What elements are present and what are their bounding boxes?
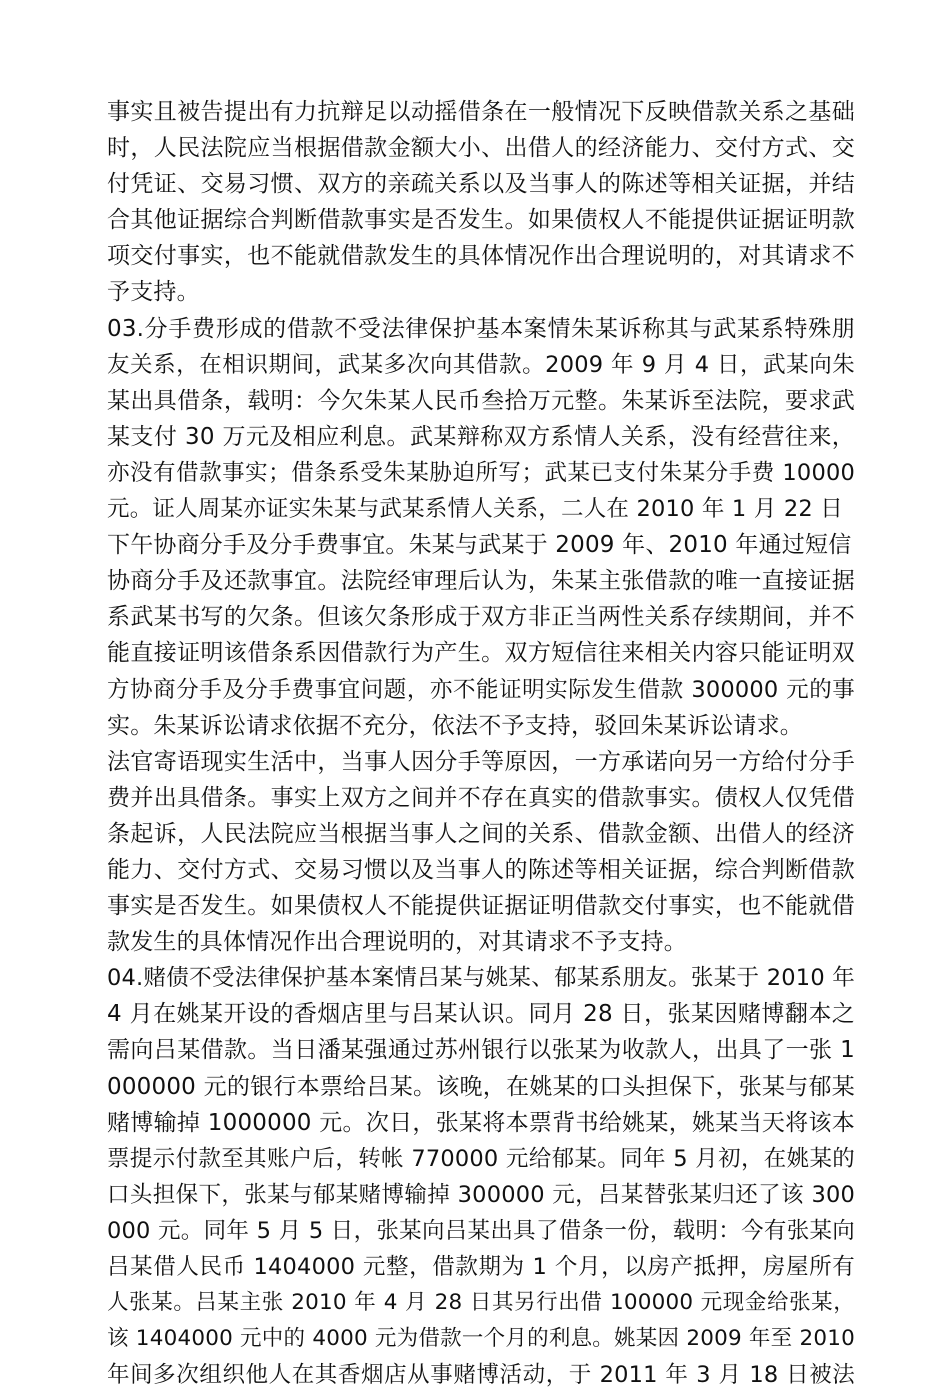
text-line: 某出具借条，载明：今欠朱某人民币叁拾万元整。朱某诉至法院，要求武 [107, 387, 855, 414]
text-line: 04.赌债不受法律保护基本案情吕某与姚某、郁某系朋友。张某于 2010 年 [107, 965, 855, 992]
text-line: 事实且被告提出有力抗辩足以动摇借条在一般情况下反映借款关系之基础 [107, 99, 855, 125]
text-line: 000000 元的银行本票给吕某。该晚，在姚某的口头担保下，张某与郁某 [107, 1073, 855, 1100]
text-line: 系武某书写的欠条。但该欠条形成于双方非正当两性关系存续期间，并不 [107, 604, 855, 631]
text-line: 人张某。吕某主张 2010 年 4 月 28 日其另行出借 100000 元现金给张某， [107, 1290, 855, 1316]
text-line: 付凭证、交易习惯、双方的亲疏关系以及当事人的陈述等相关证据，并结 [107, 171, 855, 198]
text-line: 年间多次组织他人在其香烟店从事赌博活动，于 2011 年 3 月 18 日被法 [107, 1362, 855, 1389]
text-line: 协商分手及还款事宜。法院经审理后认为，朱某主张借款的唯一直接证据 [107, 568, 855, 595]
text-line: 元。证人周某亦证实朱某与武某系情人关系，二人在 2010 年 1 月 22 日 [107, 496, 843, 523]
text-line: 该 1404000 元中的 4000 元为借款一个月的利息。姚某因 2009 年至 2010 [107, 1326, 855, 1352]
text-line: 03.分手费形成的借款不受法律保护基本案情朱某诉称其与武某系特殊朋 [107, 315, 855, 342]
text-line: 方协商分手及分手费事宜问题，亦不能证明实际发生借款 300000 元的事 [107, 676, 855, 703]
text-line: 法官寄语现实生活中，当事人因分手等原因，一方承诺向另一方给付分手 [107, 748, 855, 775]
text-line: 事实是否发生。如果债权人不能提供证据证明借款交付事实，也不能就借 [107, 893, 855, 920]
text-line: 费并出具借条。事实上双方之间并不存在真实的借款事实。债权人仅凭借 [107, 784, 855, 811]
text-line: 项交付事实，也不能就借款发生的具体情况作出合理说明的，对其请求不 [107, 243, 855, 270]
text-line: 时，人民法院应当根据借款金额大小、出借人的经济能力、交付方式、交 [107, 135, 855, 162]
text-line: 4 月在姚某开设的香烟店里与吕某认识。同月 28 日，张某因赌博翻本之 [107, 1001, 855, 1028]
text-line: 下午协商分手及分手费事宜。朱某与武某于 2009 年、2010 年通过短信 [107, 532, 852, 559]
text-line: 实。朱某诉讼请求依据不充分，依法不予支持，驳回朱某诉讼请求。 [107, 712, 803, 739]
text-line: 某支付 30 万元及相应利息。武某辩称双方系情人关系，没有经营往来， [107, 423, 855, 450]
text-line: 能力、交付方式、交易习惯以及当事人的陈述等相关证据，综合判断借款 [107, 856, 855, 883]
text-line: 赌博输掉 1000000 元。次日，张某将本票背书给姚某，姚某当天将该本 [107, 1109, 855, 1136]
body-text [107, 94, 855, 1393]
text-line: 款发生的具体情况作出合理说明的，对其请求不予支持。 [107, 929, 687, 956]
text-line: 合其他证据综合判断借款事实是否发生。如果债权人不能提供证据证明款 [107, 207, 855, 234]
text-line: 票提示付款至其账户后，转帐 770000 元给郁某。同年 5 月初，在姚某的 [107, 1145, 855, 1172]
text-line: 亦没有借款事实；借条系受朱某胁迫所写；武某已支付朱某分手费 10000 [107, 459, 855, 486]
text-line: 需向吕某借款。当日潘某强通过苏州银行以张某为收款人，出具了一张 1 [107, 1037, 855, 1064]
text-line: 条起诉，人民法院应当根据当事人之间的关系、借款金额、出借人的经济 [107, 820, 855, 847]
text-line: 友关系，在相识期间，武某多次向其借款。2009 年 9 月 4 日，武某向朱 [107, 351, 855, 378]
text-line: 口头担保下，张某与郁某赌博输掉 300000 元，吕某替张某归还了该 300 [107, 1181, 855, 1208]
text-line: 予支持。 [107, 279, 200, 306]
text-line: 000 元。同年 5 月 5 日，张某向吕某出具了借条一份，载明：今有张某向 [107, 1217, 855, 1244]
text-line: 能直接证明该借条系因借款行为产生。双方短信往来相关内容只能证明双 [107, 640, 855, 667]
text-line: 吕某借人民币 1404000 元整，借款期为 1 个月，以房产抵押，房屋所有 [107, 1254, 855, 1280]
